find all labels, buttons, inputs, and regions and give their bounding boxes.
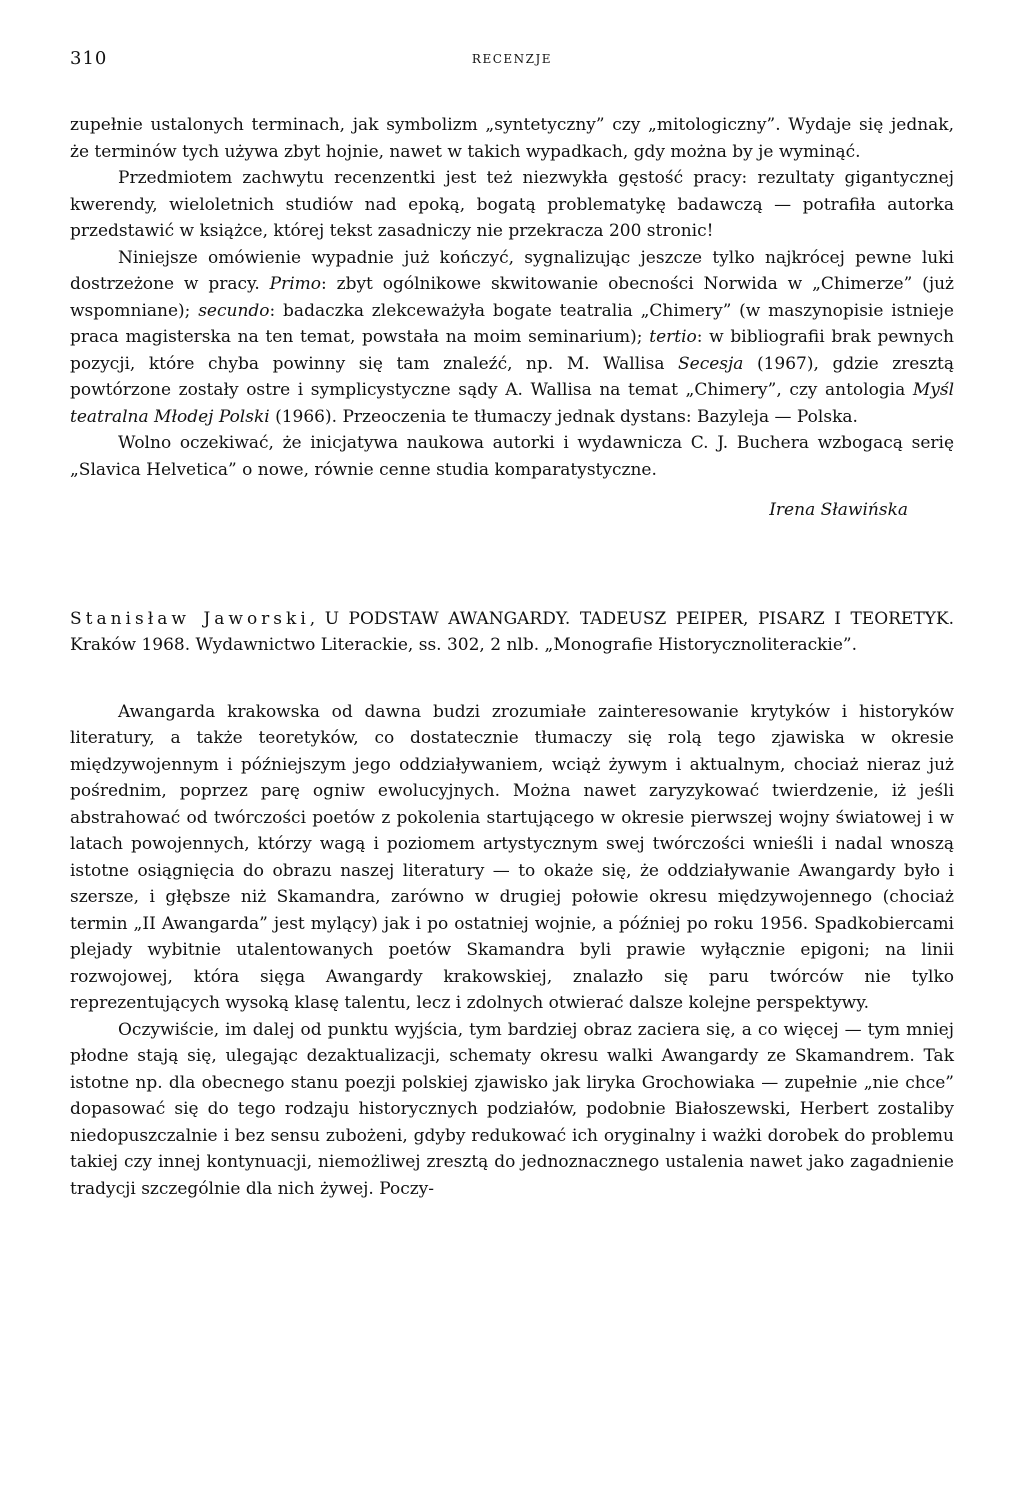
book-title: Secesja <box>678 353 744 374</box>
italic-term: secundo <box>198 300 270 321</box>
paragraph: Wolno oczekiwać, że inicjatywa naukowa autorki i wydawnicza C. J. Buchera wzbogacą serię „Slavica Helvetica” o nowe, równie cenne studia komparatystyczne. <box>70 433 954 480</box>
paragraph: Oczywiście, im dalej od punktu wyjścia, tym bardziej obraz zaciera się, a co więcej — tym mniej płodne stają się, ulegając dezaktualizacji, schematy okresu walki Awangardy ze Skamandrem. Tak istotne np. dla obecnego stanu poezji polskiej zjawisko jak liryka Grochowiaka — zupełnie „nie chce” dopasować się do tego rodzaju historycznych podziałów, podobnie Białoszewski, Herbert zostaliby niedopuszczalnie i bez sensu zubożeni, gdyby redukować ich oryginalny i ważki dorobek do problemu takiej czy innej kontynuacji, niemożliwej zresztą do jednoznacznego ustalenia nawet jako zagadnienie tradycji szczególnie dla nich żywej. Poczy- <box>70 1019 954 1199</box>
text-run: : badaczka zlekceważyła bogate teatralia „Chimery” (w maszynopisie istnieje praca magisterska na ten temat, powstała na moim seminarium); <box>70 300 954 347</box>
paragraph: Przedmiotem zachwytu recenzentki jest też niezwykła gęstość pracy: rezultaty gigantycznej kwerendy, wieloletnich studiów nad epoką, bogatą problematykę badawczą — potrafiła autorka przedstawić w książce, której tekst zasadniczy nie przekracza 200 stronic! <box>70 168 954 241</box>
text-run: Niniejsze omówienie wypadnie już kończyć, sygnalizując jeszcze tylko najkrócej pewne luki dostrzeżone w pracy. <box>70 247 954 294</box>
running-head: RECENZJE <box>471 52 553 66</box>
author-name: Stanisław Jaworski <box>70 608 310 629</box>
book-title: Myśl teatralna Młodej Polski <box>70 380 954 427</box>
document-page <box>70 48 954 1202</box>
text-run: (1967), gdzie zresztą powtórzone zostały ostre i symplicystyczne sądy A. Wallisa na temat „Chimery”, czy antologia <box>70 353 954 400</box>
bibliographic-entry <box>70 606 954 659</box>
reviewer-signature: Irena Sławińska <box>769 500 908 520</box>
italic-term: tertio <box>649 327 697 347</box>
text-run: : w bibliografii brak pewnych pozycji, które chyba powinny się tam znaleźć, np. M. Wallisa <box>70 327 955 374</box>
bibliographic-details: , U PODSTAW AWANGARDY. TADEUSZ PEIPER, PISARZ I TEORETYK. Kraków 1968. Wydawnictwo Literackie, ss. 302, 2 nlb. „Monografie Historycznoliterackie”. <box>70 608 955 655</box>
review-1-continuation <box>70 112 954 524</box>
paragraph: Awangarda krakowska od dawna budzi zrozumiałe zainteresowanie krytyków i historyków literatury, a także teoretyków, co dostatecznie tłumaczy się rolą tego zjawiska w okresie międzywojennym i późniejszym jego oddziaływaniem, wciąż żywym i aktualnym, chociaż nieraz już pośrednim, poprzez parę ogniw ewolucyjnych. Można nawet zaryzykować twierdzenie, iż jeśli abstrahować od twórczości poetów z pokolenia startującego w okresie pierwszej wojny światowej i w latach powojennych, którzy wagą i poziomem artystycznym swej twórczości wnieśli i nadal wnoszą istotne osiągnięcia do obrazu naszej literatury — to okaże się, że oddziaływanie Awangardy było i szersze, i głębsze niż Skamandra, zarówno w drugiej połowie okresu międzywojennego (chociaż termin „II Awangarda” jest mylący) jak i po ostatniej wojnie, a później po roku 1956. Spadkobiercami plejady wybitnie utalentowanych poetów Skamandra byli prawie wyłącznie epigoni; na linii rozwojowej, która sięga Awangardy krakowskiej, znalazło się paru twórców nie tylko reprezentujących wysoką klasę talentu, lecz i zdolnych otwierać dalsze kolejne perspektywy. <box>70 701 954 1013</box>
review-2-body <box>70 699 954 1203</box>
italic-term: Primo <box>269 274 321 294</box>
text-run: : zbyt ogólnikowe skwitowanie obecności Norwida w „Chimerze” (już wspomniane); <box>70 274 954 321</box>
text-run: (1966). Przeoczenia te tłumaczy jednak dystans: Bazyleja — Polska. <box>269 406 858 427</box>
paragraph: zupełnie ustalonych terminach, jak symbolizm „syntetyczny” czy „mitologiczny”. Wydaje się jednak, że terminów tych używa zbyt hojnie, nawet w takich wypadkach, gdy można by je wyminąć. <box>70 115 954 162</box>
review-2-heading <box>70 606 954 659</box>
paragraph <box>70 245 954 431</box>
page-number: 310 <box>70 48 108 69</box>
page-header <box>70 48 954 78</box>
